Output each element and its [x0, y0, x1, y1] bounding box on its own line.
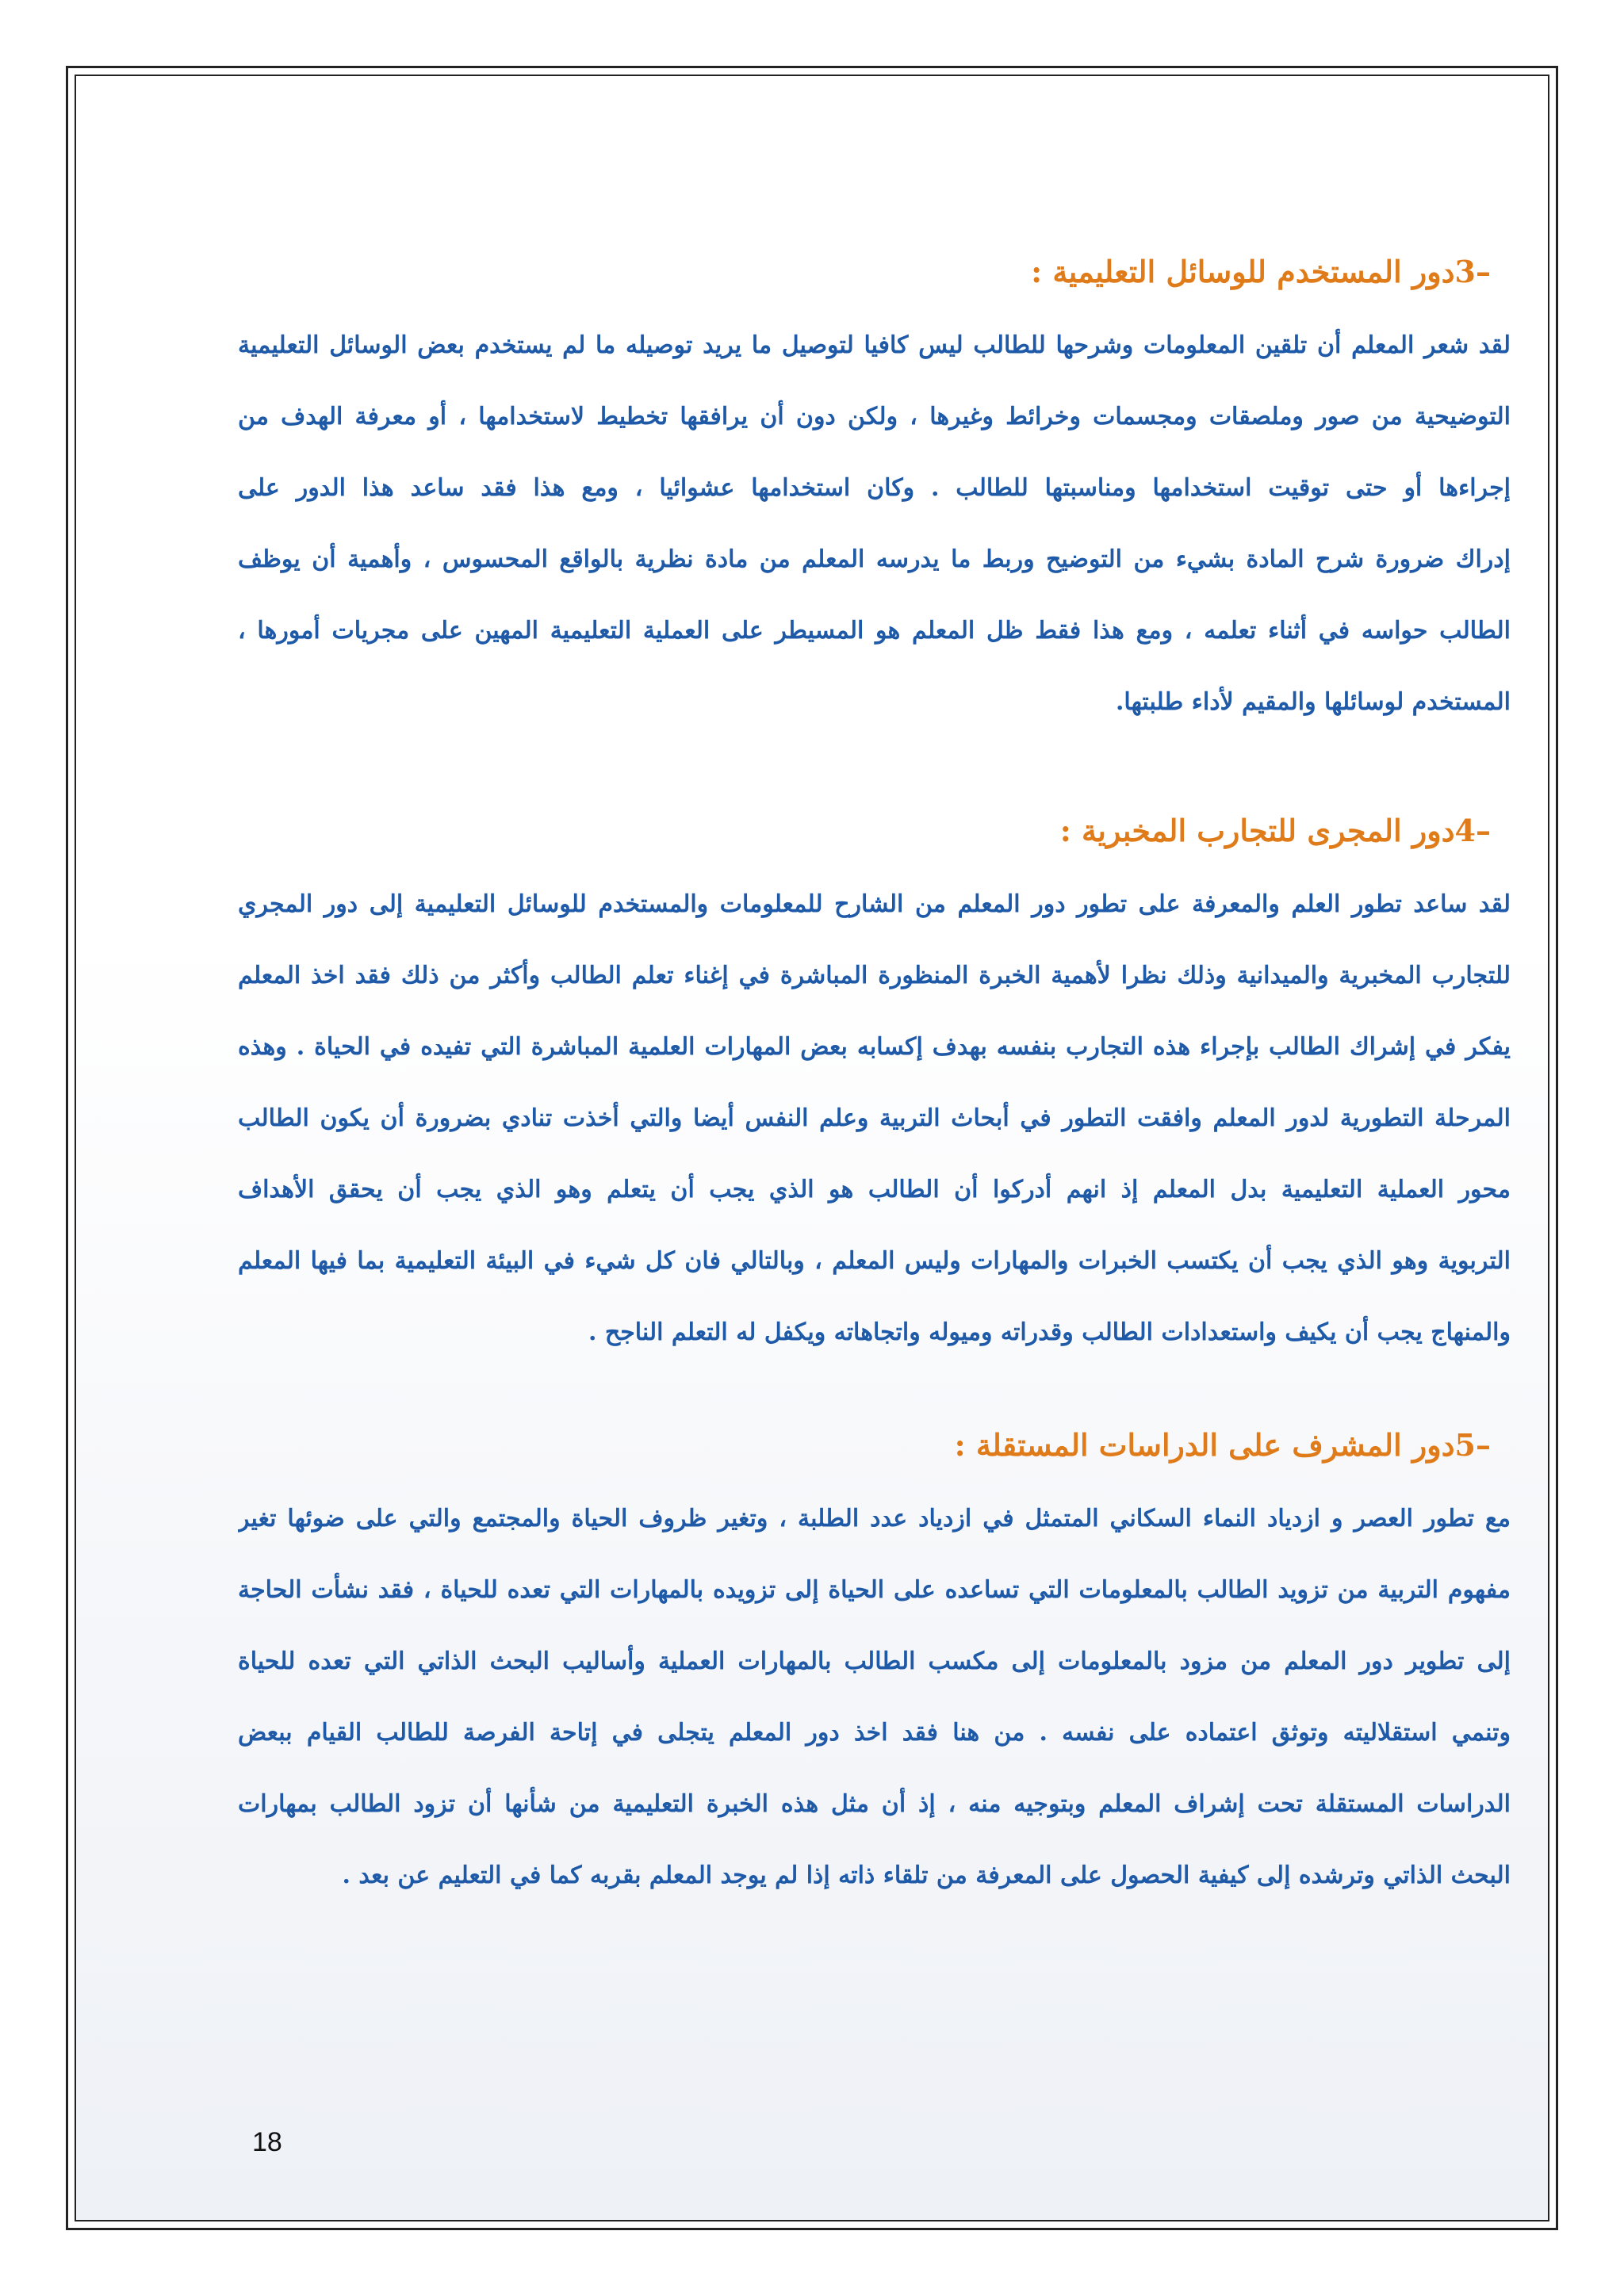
- paragraph-line: للتجارب المخبرية والميدانية وذلك نظرا لأهمية الخبرة المنظورة المباشرة في إغناء تعلم الطالب وأكثر من ذلك فقد اخذ المعلم: [238, 962, 1511, 989]
- section-paragraph: [238, 1483, 1511, 1911]
- paragraph-line: والمنهاج يجب أن يكيف واستعدادات الطالب وقدراته وميوله واتجاهاته ويكفل له التعلم الناجح .: [588, 1318, 1511, 1346]
- paragraph-line: التربوية وهو الذي يجب أن يكتسب الخبرات والمهارات وليس المعلم ، وبالتالي فان كل شيء في البيئة التعليمية بما فيها المعلم: [238, 1247, 1511, 1275]
- paragraph-line: الطالب حواسه في أثناء تعلمه ، ومع هذا فقط ظل المعلم هو المسيطر على العملية التعليمية المهين على مجريات أمورها ،: [238, 617, 1511, 645]
- section-heading: –5دور المشرف على الدراسات المستقلة :: [954, 1427, 1491, 1463]
- section-paragraph: [238, 310, 1511, 738]
- paragraph-line: إجراءها أو حتى توقيت استخدامها ومناسبتها للطالب . وكان استخدامها عشوائيا ، ومع هذا فقد ساعد هذا الدور على: [238, 474, 1511, 502]
- paragraph-line: مع تطور العصر و ازدياد النماء السكاني المتمثل في ازدياد عدد الطلبة ، وتغير ظروف الحياة والمجتمع والتي على ضوئها تغير: [238, 1505, 1511, 1533]
- paragraph-line: المستخدم لوسائلها والمقيم لأداء طلبتها.: [1115, 688, 1511, 716]
- paragraph-line: المرحلة التطورية لدور المعلم وافقت التطور في أبحاث التربية وعلم النفس أيضا والتي أخذت تنادي بضرورة أن يكون الطالب: [238, 1104, 1511, 1132]
- section-teacher-as-experimenter: [238, 793, 1511, 1368]
- paragraph-line: يفكر في إشراك الطالب بإجراء هذه التجارب بنفسه بهدف إكسابه بعض المهارات العلمية المباشرة التي تفيده في الحياة . وهذه: [238, 1033, 1511, 1061]
- paragraph-line: مفهوم التربية من تزويد الطالب بالمعلومات التي تساعده على الحياة إلى تزويده بالمهارات التي تعده للحياة ، فقد نشأت الحاجة: [238, 1576, 1511, 1604]
- paragraph-line: لقد ساعد تطور العلم والمعرفة على تطور دور المعلم من الشارح للمعلومات والمستخدم للوسائل التعليمية إلى دور المجري: [238, 890, 1511, 918]
- paragraph-line: البحث الذاتي وترشده إلى كيفية الحصول على المعرفة من تلقاء ذاته إذا لم يوجد المعلم بقربه كما في التعليم عن بعد .: [342, 1862, 1511, 1889]
- section-heading: –4دور المجرى للتجارب المخبرية :: [1059, 813, 1491, 848]
- paragraph-line: إدراك ضرورة شرح المادة بشيء من التوضيح وربط ما يدرسه المعلم من مادة نظرية بالواقع المحسوس ، وأهمية أن يوظف: [238, 545, 1511, 573]
- page-number: 18: [252, 2127, 282, 2157]
- section-teacher-as-user-of-aids: [238, 234, 1511, 738]
- paragraph-line: وتنمي استقلاليته وتوثق اعتماده على نفسه . من هنا فقد اخذ دور المعلم يتجلى في إتاحة الفرصة للطالب القيام ببعض: [238, 1719, 1511, 1747]
- paragraph-line: إلى تطوير دور المعلم من مزود بالمعلومات إلى مكسب الطالب بالمهارات العملية وأساليب البحث الذاتي التي تعده للحياة: [238, 1647, 1511, 1675]
- section-paragraph: [238, 869, 1511, 1368]
- paragraph-line: لقد شعر المعلم أن تلقين المعلومات وشرحها للطالب ليس كافيا لتوصيل ما يريد توصيله ما لم يستخدم بعض الوسائل التعليمية: [238, 331, 1511, 359]
- paragraph-line: محور العملية التعليمية بدل المعلم إذ انهم أدركوا أن الطالب هو الذي يجب أن يتعلم وهو الذي يجب أن يحقق الأهداف: [238, 1176, 1511, 1203]
- section-heading: –3دور المستخدم للوسائل التعليمية :: [1031, 254, 1491, 289]
- paragraph-line: التوضيحية من صور وملصقات ومجسمات وخرائط وغيرها ، ولكن دون أن يرافقها تخطيط لاستخدامها ، أو معرفة الهدف من: [238, 403, 1511, 430]
- section-teacher-as-supervisor: [238, 1407, 1511, 1911]
- paragraph-line: الدراسات المستقلة تحت إشراف المعلم وبتوجيه منه ، إذ أن مثل هذه الخبرة التعليمية من شأنها أن تزود الطالب بمهارات: [238, 1790, 1511, 1818]
